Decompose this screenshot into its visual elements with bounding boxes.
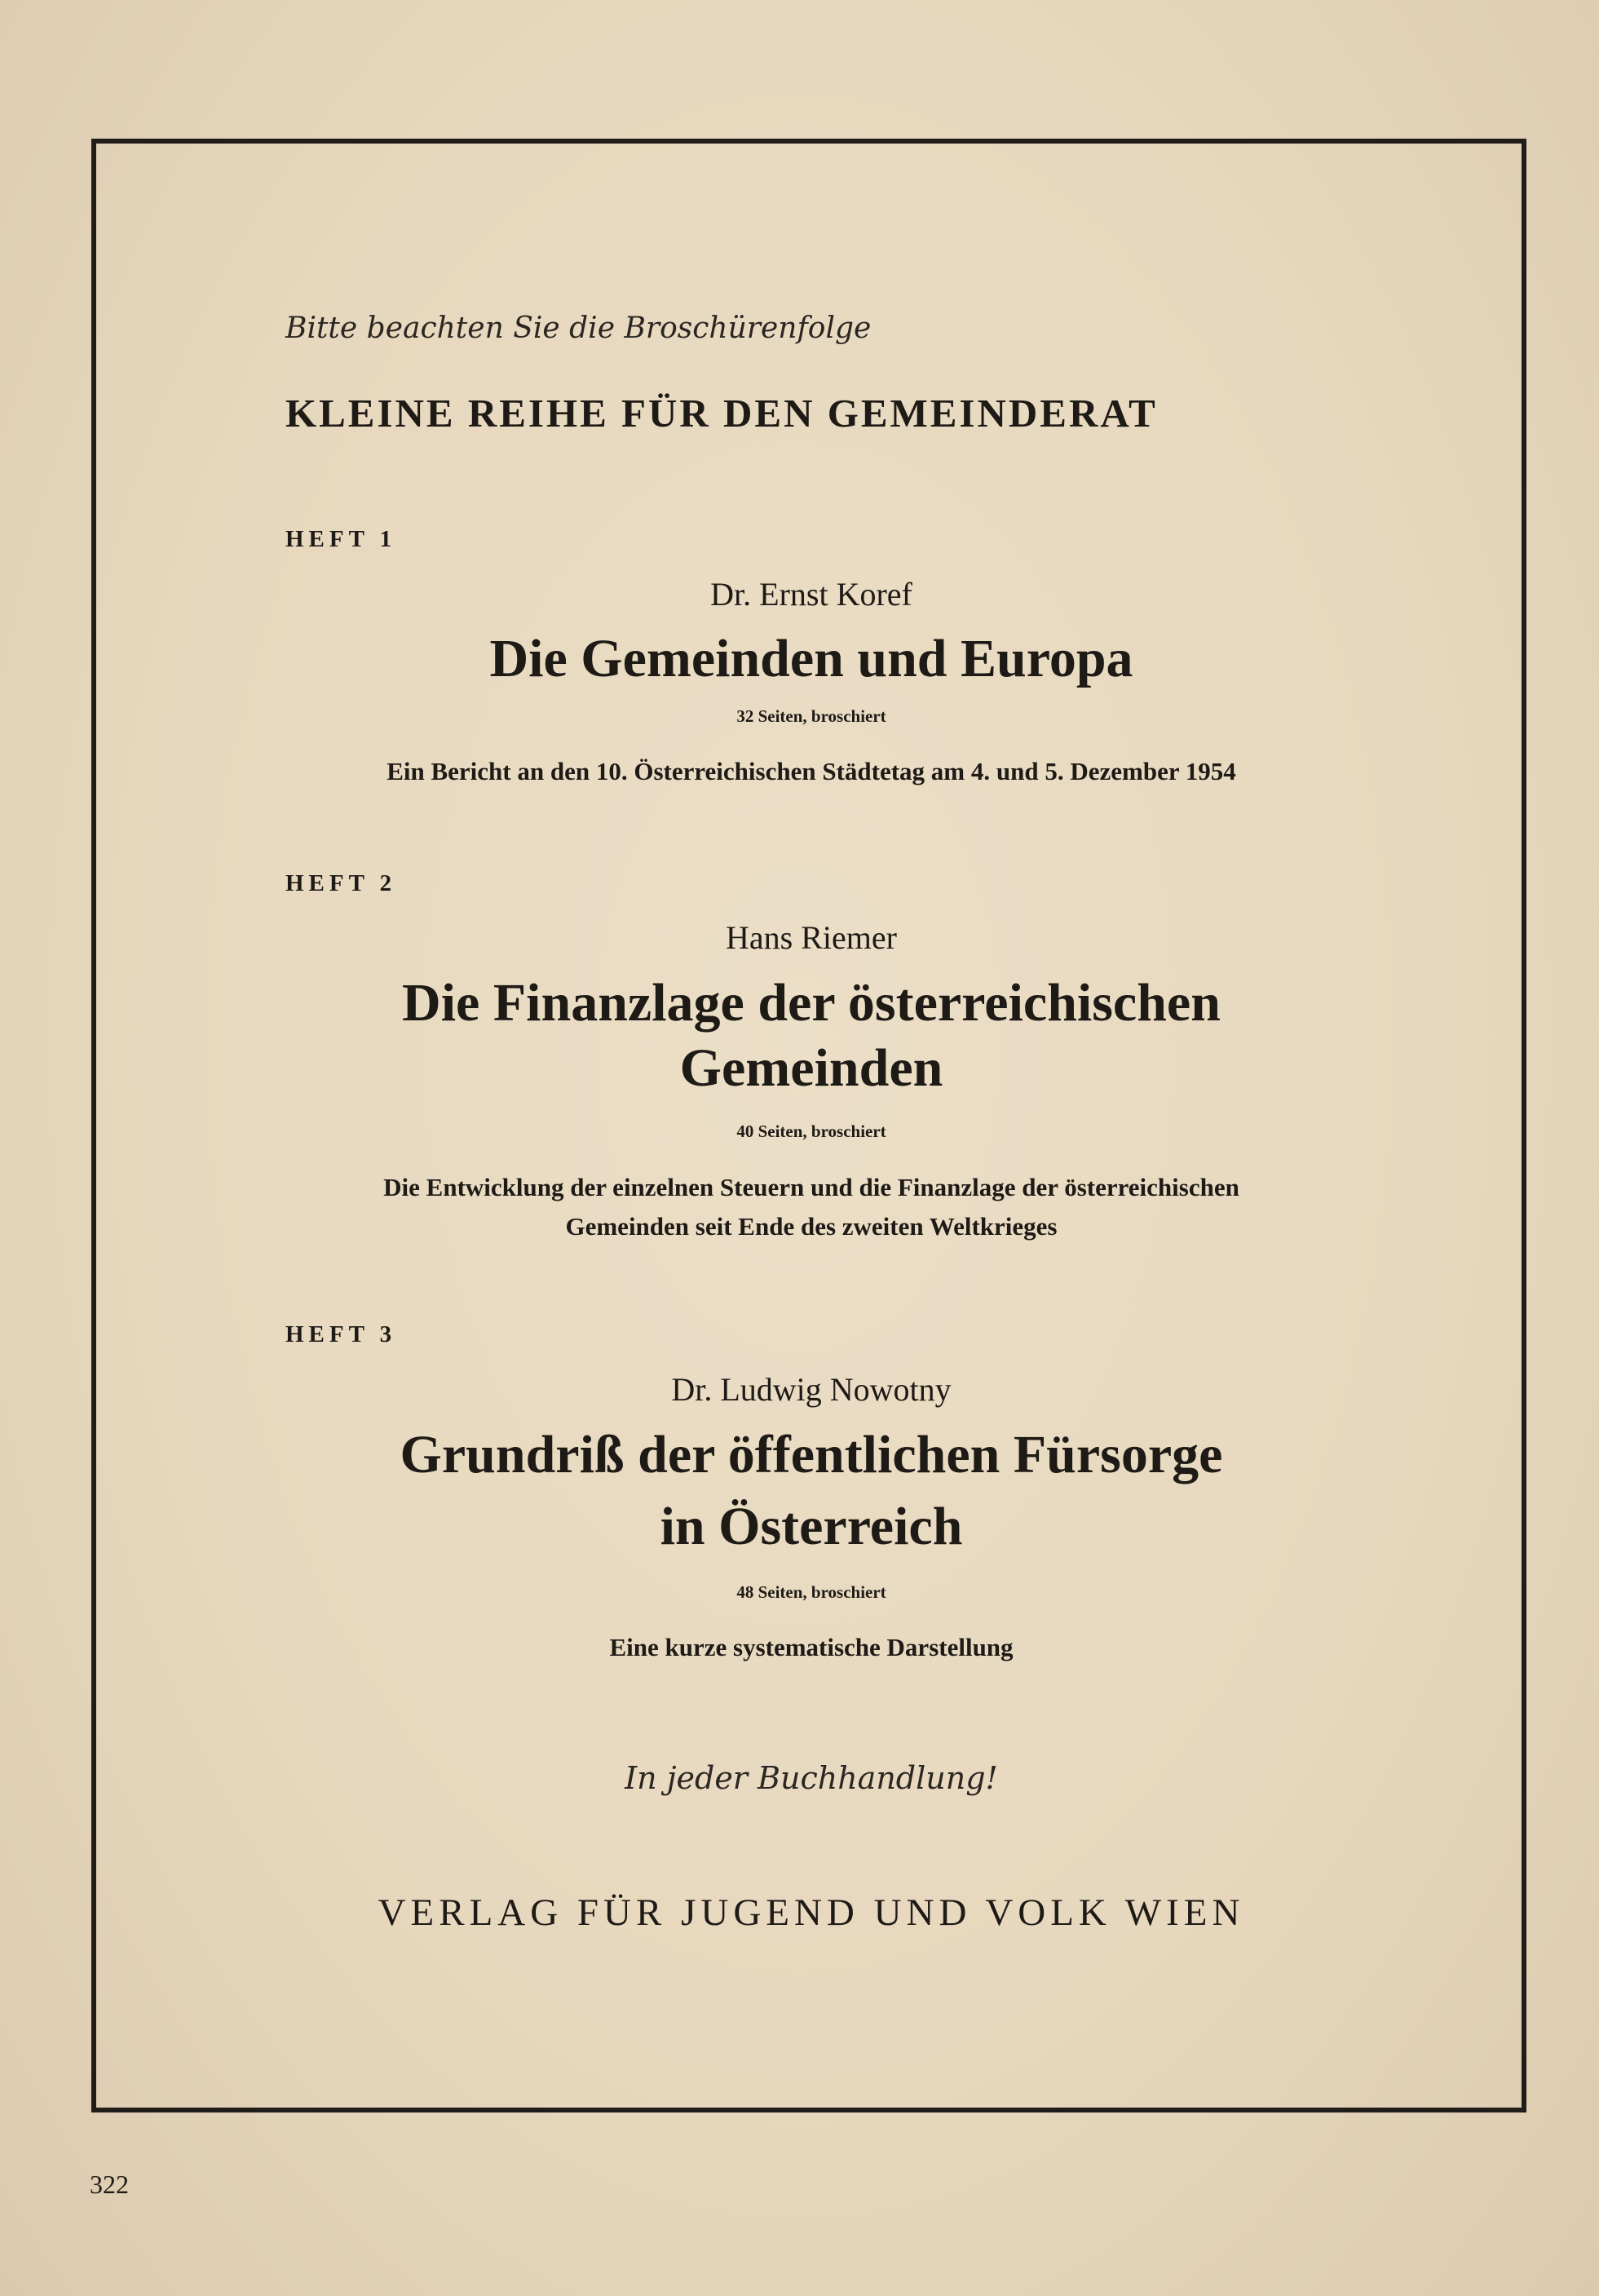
book-title-3-line-2: in Österreich <box>660 1497 963 1556</box>
book-title-3-line-1: Grundriß der öffentlichen Fürsorge <box>400 1425 1223 1484</box>
publisher-name: VERLAG FÜR JUGEND UND VOLK WIEN <box>378 1891 1245 1934</box>
page-count-1: 32 Seiten, broschiert <box>736 706 886 726</box>
page-count-2: 40 Seiten, broschiert <box>736 1121 886 1141</box>
description-1: Ein Bericht an den 10. Österreichischen Städtetag am 4. und 5. Dezember 1954 <box>386 757 1236 785</box>
description-3: Eine kurze systematische Darstellung <box>609 1633 1014 1661</box>
series-title: KLEINE REIHE FÜR DEN GEMEINDERAT <box>285 391 1158 436</box>
description-2-line-2: Gemeinden seit Ende des zweiten Weltkrieges <box>565 1212 1058 1241</box>
heft-label-1: HEFT 1 <box>285 526 397 552</box>
book-title-2-line-2: Gemeinden <box>679 1038 943 1098</box>
book-title-1: Die Gemeinden und Europa <box>489 629 1133 688</box>
page-number: 322 <box>90 2170 129 2199</box>
page-count-3: 48 Seiten, broschiert <box>736 1582 886 1602</box>
author-2: Hans Riemer <box>726 919 897 956</box>
author-3: Dr. Ludwig Nowotny <box>671 1371 952 1408</box>
book-title-2-line-1: Die Finanzlage der österreichischen <box>402 973 1221 1033</box>
availability-note: In jeder Buchhandlung! <box>625 1760 998 1796</box>
heft-label-2: HEFT 2 <box>285 870 397 896</box>
intro-note: Bitte beachten Sie die Broschürenfolge <box>285 312 872 345</box>
description-2-line-1: Die Entwicklung der einzelnen Steuern und die Finanzlage der österreichischen <box>383 1173 1239 1201</box>
heft-label-3: HEFT 3 <box>285 1321 397 1347</box>
author-1: Dr. Ernst Koref <box>710 576 912 613</box>
